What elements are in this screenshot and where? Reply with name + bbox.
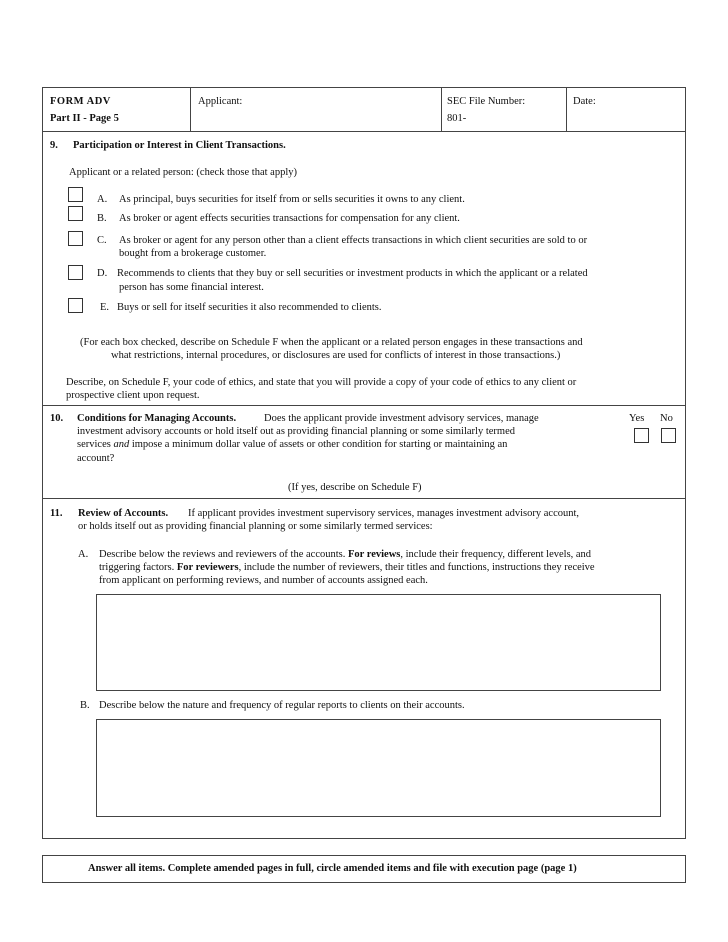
item11-a-line2 — [99, 562, 595, 574]
date-label: Date: — [573, 96, 596, 107]
item9-option-e-letter: E. — [100, 302, 110, 313]
item10-yes-label: Yes — [629, 413, 645, 424]
item10-no-label: No — [660, 413, 673, 424]
item10-title: Conditions for Managing Accounts. — [77, 413, 237, 424]
item9-option-c-line2: bought from a brokerage customer. — [119, 248, 267, 259]
sec-file-label: SEC File Number: — [447, 96, 526, 107]
item9-option-d-line1: Recommends to clients that they buy or sell securities or investment products in which the applicant or a related — [117, 268, 588, 279]
item9-intro: Applicant or a related person: (check those that apply) — [69, 167, 297, 178]
item11-number: 11. — [50, 508, 63, 519]
item9-option-c-letter: C. — [97, 235, 107, 246]
item9-option-b-text: As broker or agent effects securities transactions for compensation for any client. — [119, 213, 460, 224]
item9-option-d-letter: D. — [97, 268, 108, 279]
footer-instructions: Answer all items. Complete amended pages in full, circle amended items and file with execution page (page 1) — [88, 863, 577, 874]
item9-checkbox-b[interactable] — [68, 206, 83, 221]
item10-footnote: (If yes, describe on Schedule F) — [288, 482, 422, 493]
item11-a-line2-bold: For reviewers — [176, 562, 239, 573]
item10-yes-checkbox[interactable] — [634, 428, 649, 443]
item9-checkbox-e[interactable] — [68, 298, 83, 313]
item9-option-c-line1: As broker or agent for any person other than a client effects transactions in which client securities are sold to or — [119, 235, 588, 246]
item9-number: 9. — [50, 140, 58, 151]
item11-a-letter: A. — [78, 549, 89, 560]
header-divider — [42, 131, 686, 132]
item9-checkbox-d[interactable] — [68, 265, 83, 280]
item11-b-response-box[interactable] — [96, 719, 661, 817]
item9-checkbox-a[interactable] — [68, 187, 83, 202]
item11-a-line2b: , include the number of reviewers, their titles and functions, instructions they receive — [238, 562, 595, 573]
item10-no-checkbox[interactable] — [661, 428, 676, 443]
item11-text-line2: or holds itself out as providing financial planning or some similarly termed services: — [78, 521, 433, 532]
item11-a-line3: from applicant on performing reviews, and number of accounts assigned each. — [99, 575, 428, 586]
item9-divider — [42, 405, 686, 406]
header-col-divider-1 — [190, 87, 191, 131]
item9-describe-line2: prospective client upon request. — [66, 390, 200, 401]
item11-a-line1-bold: For reviews — [348, 549, 401, 560]
item10-text-line1: Does the applicant provide investment advisory services, manage — [264, 413, 539, 424]
header-col-divider-3 — [566, 87, 567, 131]
item11-a-line1 — [99, 549, 591, 561]
item9-checkbox-c[interactable] — [68, 231, 83, 246]
item10-divider — [42, 498, 686, 499]
item10-text-line3a: services — [77, 439, 111, 450]
sec-file-value: 801- — [447, 113, 467, 124]
item11-a-line1b: , include their frequency, different levels, and — [400, 549, 592, 560]
item10-text-line3 — [77, 439, 507, 451]
item10-text-line3-and: and — [113, 439, 130, 450]
item11-a-line2a: triggering factors. — [99, 562, 175, 573]
item11-b-letter: B. — [80, 700, 90, 711]
applicant-label: Applicant: — [198, 96, 243, 107]
item11-text-line1: If applicant provides investment supervisory services, manages investment advisory account, — [188, 508, 580, 519]
header-col-divider-2 — [441, 87, 442, 131]
item9-option-a-letter: A. — [97, 194, 108, 205]
item11-a-line1a: Describe below the reviews and reviewers of the accounts. — [99, 549, 346, 560]
item9-option-d-line2: person has some financial interest. — [119, 282, 264, 293]
item9-option-b-letter: B. — [97, 213, 107, 224]
item10-text-line3b: impose a minimum dollar value of assets or other condition for starting or maintaining an — [131, 439, 508, 450]
item9-title: Participation or Interest in Client Transactions. — [73, 140, 286, 151]
item11-title: Review of Accounts. — [78, 508, 169, 519]
item9-option-e-text: Buys or sell for itself securities it also recommended to clients. — [117, 302, 382, 313]
item9-option-a-text: As principal, buys securities for itself from or sells securities it owns to any client. — [119, 194, 465, 205]
item10-text-line4: account? — [77, 453, 115, 464]
item11-b-text: Describe below the nature and frequency of regular reports to clients on their accounts. — [99, 700, 465, 711]
item11-a-response-box[interactable] — [96, 594, 661, 691]
item9-note-line1: (For each box checked, describe on Schedule F when the applicant or a related person engages in these transactions and — [80, 337, 583, 348]
item10-number: 10. — [50, 413, 64, 424]
page-label: Part II - Page 5 — [50, 113, 119, 124]
item9-note-line2: what restrictions, internal procedures, or disclosures are used for conflicts of interest in those transactions.) — [111, 350, 561, 361]
form-title: FORM ADV — [50, 96, 111, 107]
item9-describe-line1: Describe, on Schedule F, your code of ethics, and state that you will provide a copy of your code of ethics to any client or — [66, 377, 577, 388]
item10-text-line2: investment advisory accounts or hold itself out as providing financial planning or some similarly termed — [77, 426, 515, 437]
